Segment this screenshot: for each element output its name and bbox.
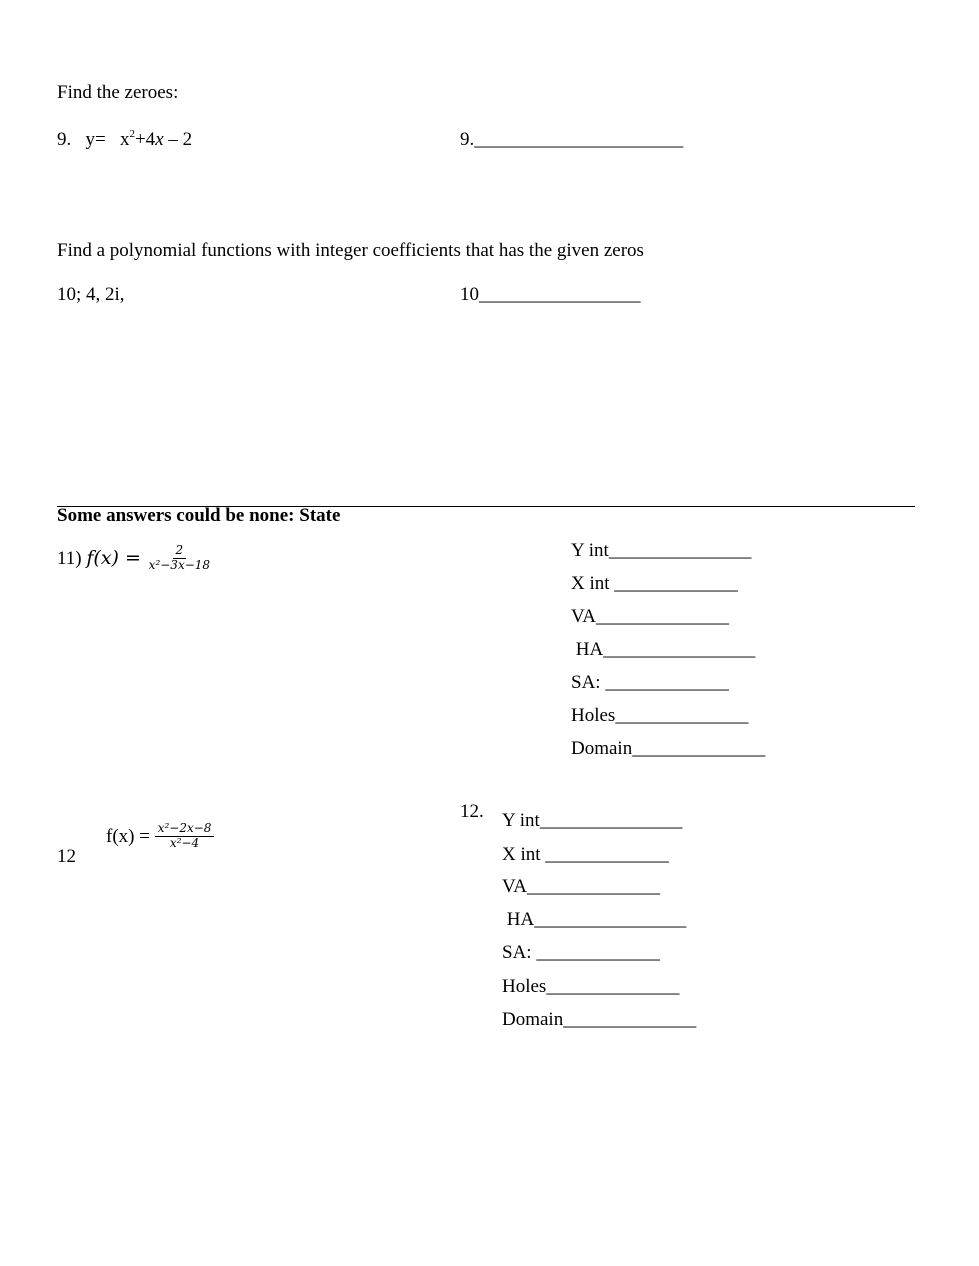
q12-field-sa[interactable]: SA: _____________ (502, 942, 660, 963)
question-12-label: 12 (57, 846, 76, 867)
question-number: 9. (57, 129, 72, 150)
answer-blank: _________________ (479, 284, 641, 305)
q12-field-x-int[interactable]: X int _____________ (502, 844, 669, 865)
q11-field-ha[interactable]: HA________________ (571, 639, 756, 660)
q11-field-y-int[interactable]: Y int_______________ (571, 540, 752, 561)
question-label: 11) (57, 547, 82, 569)
equation-prefix: y= (85, 129, 106, 150)
answer-line-10[interactable] (460, 285, 641, 304)
polynomial-heading: Find a polynomial functions with integer coefficients that has the given zeros (57, 240, 644, 261)
equation-exponent: 2 (129, 128, 135, 140)
rational-heading: Some answers could be none: State (57, 505, 341, 526)
q12-answer-label: 12. (460, 801, 484, 822)
q11-field-va[interactable]: VA______________ (571, 606, 729, 627)
zeroes-heading: Find the zeroes: (57, 82, 179, 103)
question-12 (106, 822, 214, 851)
equation-term-var: x (155, 129, 164, 150)
q12-field-y-int[interactable]: Y int_______________ (502, 810, 683, 831)
q12-field-va[interactable]: VA______________ (502, 876, 660, 897)
question-11 (57, 544, 213, 573)
equation-term: +4 (134, 129, 156, 150)
equation-constant: – 2 (163, 129, 193, 150)
fraction-numerator: 2 (173, 544, 187, 559)
fraction-denominator: x²−3x−18 (148, 557, 211, 572)
q11-field-domain[interactable]: Domain______________ (571, 738, 766, 759)
q11-field-x-int[interactable]: X int _____________ (571, 573, 738, 594)
q12-field-ha[interactable]: HA________________ (502, 909, 687, 930)
fraction-numerator: x²−2x−8 (155, 822, 215, 837)
question-10: 10; 4, 2i, (57, 284, 125, 305)
answer-label: 10 (460, 284, 479, 305)
q11-field-sa[interactable]: SA: _____________ (571, 672, 729, 693)
function-name: f(x) = (106, 825, 150, 847)
q12-field-domain[interactable]: Domain______________ (502, 1009, 697, 1030)
q12-field-holes[interactable]: Holes______________ (502, 976, 680, 997)
answer-label: 9. (460, 129, 475, 150)
question-9 (57, 130, 192, 149)
fraction (155, 822, 215, 851)
equation-var: x (119, 129, 130, 150)
function-name: f(x) = (86, 546, 141, 569)
fraction (146, 544, 213, 573)
fraction-denominator: x²−4 (169, 835, 200, 850)
q11-field-holes[interactable]: Holes______________ (571, 705, 749, 726)
answer-line-9[interactable] (460, 130, 683, 149)
answer-blank: ______________________ (474, 129, 684, 150)
